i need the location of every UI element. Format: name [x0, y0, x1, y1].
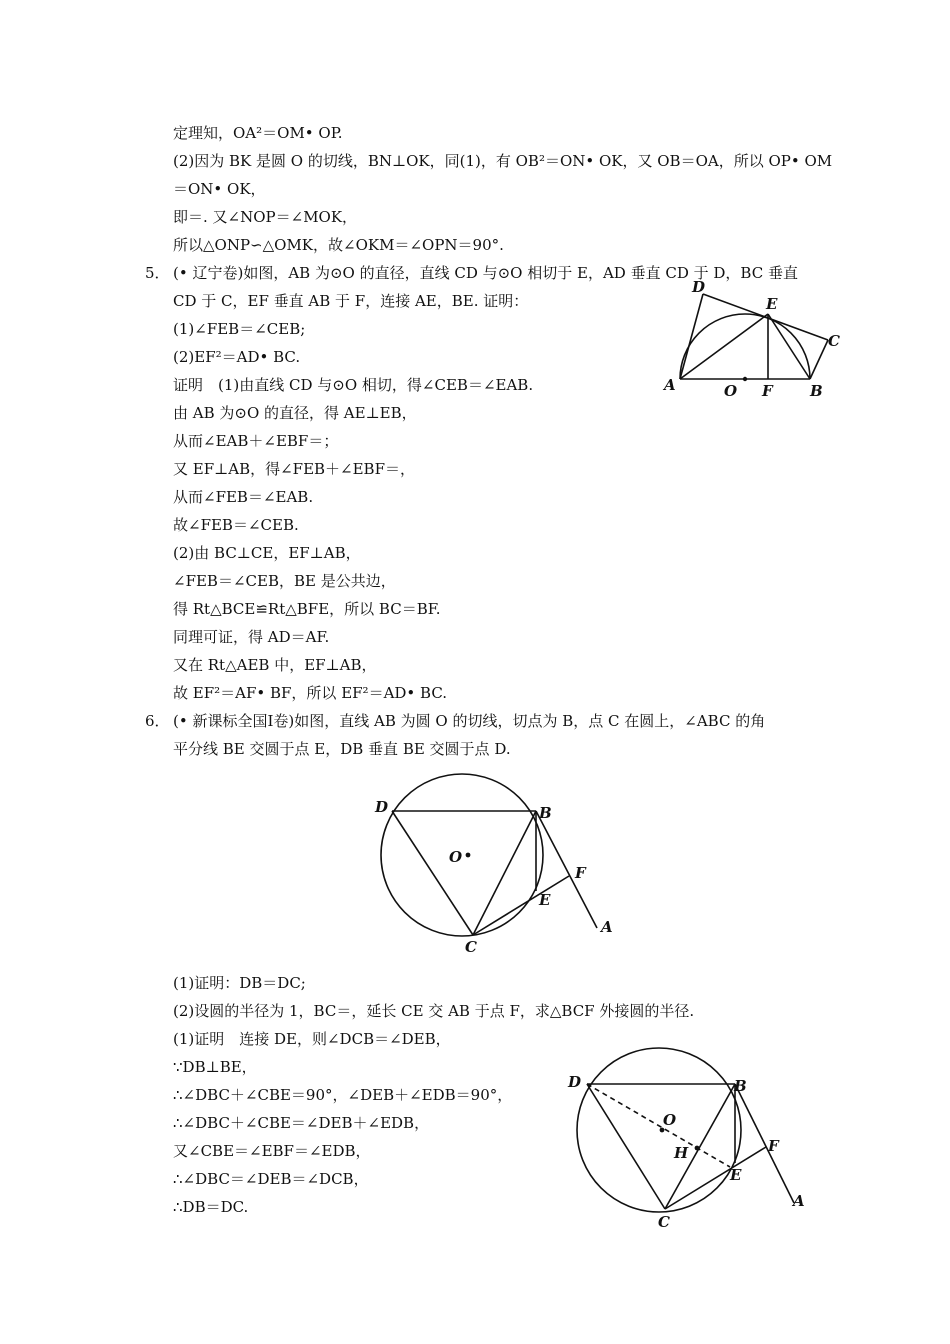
label-D: D [568, 1073, 582, 1091]
text-line: ∴DB＝DC. [173, 1198, 249, 1216]
text-line: 定理知，OA²＝OM• OP. [173, 124, 343, 142]
text-line: 同理可证，得 AD＝AF. [173, 628, 330, 646]
label-O: O [663, 1111, 677, 1129]
text-line: (• 新课标全国Ⅰ卷)如图，直线 AB 为圆 O 的切线，切点为 B，点 C 在圆上，∠ABC 的角 [173, 712, 766, 730]
text-line: 从而∠FEB＝∠EAB. [173, 488, 314, 506]
text-line: ∵DB⊥BE， [173, 1058, 257, 1076]
text-line: 又 EF⊥AB，得∠FEB＋∠EBF＝， [173, 460, 415, 478]
label-A: A [793, 1192, 805, 1210]
segment-eb [768, 314, 810, 379]
label-E: E [539, 891, 551, 909]
label-A: A [664, 376, 676, 394]
label-C: C [465, 938, 477, 956]
figure-circle-tangent [365, 760, 625, 960]
label-B: B [810, 382, 823, 400]
tangent-ba [536, 811, 597, 928]
label-F: F [762, 382, 773, 400]
text-line: CD 于 C，EF 垂直 AB 于 F，连接 AE，BE. 证明： [173, 292, 529, 310]
label-A: A [601, 918, 613, 936]
text-line: 所以△ONP∽△OMK，故∠OKM＝∠OPN＝90°. [173, 236, 504, 254]
text-line: (• 辽宁卷)如图，AB 为⊙O 的直径，直线 CD 与⊙O 相切于 E，AD 垂直 CD 于 D，BC 垂直 [173, 264, 798, 282]
segment-ae [680, 314, 768, 379]
label-H: H [674, 1144, 689, 1162]
text-line: (1)证明 连接 DE，则∠DCB＝∠DEB， [173, 1030, 451, 1048]
point-h [695, 1146, 700, 1151]
text-line: ∴∠DBC＋∠CBE＝90°，∠DEB＋∠EDB＝90°， [173, 1086, 513, 1104]
label-B: B [734, 1077, 747, 1095]
circle-o [577, 1048, 741, 1212]
semicircle-arc [680, 314, 810, 379]
text-line: ∴∠DBC＝∠DEB＝∠DCB， [173, 1170, 369, 1188]
segment-ad [680, 294, 703, 379]
label-E: E [766, 295, 778, 313]
text-line: 由 AB 为⊙O 的直径，得 AE⊥EB， [173, 404, 417, 422]
question-number: 5． [145, 264, 170, 282]
text-line: 从而∠EAB＋∠EBF＝； [173, 432, 339, 450]
dashed-diameter-de [587, 1084, 730, 1167]
text-line: (1)∠FEB＝∠CEB; [173, 320, 306, 338]
text-line: 得 Rt△BCE≌Rt△BFE，所以 BC＝BF. [173, 600, 441, 618]
text-line: 即＝. 又∠NOP＝∠MOK， [173, 208, 358, 226]
label-O: O [724, 382, 738, 400]
label-C: C [658, 1213, 670, 1231]
text-line: ∠FEB＝∠CEB，BE 是公共边， [173, 572, 396, 590]
segment-bc [810, 340, 828, 379]
text-line: 故 EF²＝AF• BF，所以 EF²＝AD• BC. [173, 684, 448, 702]
text-line: (1)证明：DB＝DC; [173, 974, 306, 992]
label-D: D [692, 280, 706, 296]
center-point [743, 377, 747, 381]
label-F: F [575, 864, 586, 882]
tangent-ba [735, 1084, 794, 1203]
segment-dc [587, 1084, 665, 1209]
text-line: (2)设圆的半径为 1，BC＝，延长 CE 交 AB 于点 F，求△BCF 外接圆的半径. [173, 1002, 695, 1020]
label-O: O [449, 848, 463, 866]
center-point [466, 853, 471, 858]
text-line: 又在 Rt△AEB 中，EF⊥AB， [173, 656, 377, 674]
text-line: 平分线 BE 交圆于点 E，DB 垂直 BE 交圆于点 D. [173, 740, 511, 758]
label-B: B [539, 804, 552, 822]
question-number: 6． [145, 712, 170, 730]
figure-semicircle-tangent [660, 280, 850, 405]
text-line: 又∠CBE＝∠EBF＝∠EDB， [173, 1142, 371, 1160]
text-line: (2)因为 BK 是圆 O 的切线，BN⊥OK，同(1)，有 OB²＝ON• OK，又 OB＝OA，所以 OP• OM [173, 152, 833, 170]
figure-circle-diameter [560, 1035, 820, 1235]
label-C: C [828, 332, 840, 350]
segment-dc [392, 811, 473, 935]
text-line: 故∠FEB＝∠CEB. [173, 516, 299, 534]
label-F: F [768, 1137, 779, 1155]
text-line: (2)EF²＝AD• BC. [173, 348, 301, 366]
text-line: (2)由 BC⊥CE，EF⊥AB， [173, 544, 361, 562]
text-line: ＝ON• OK， [173, 180, 266, 198]
label-E: E [730, 1166, 742, 1184]
text-line: 证明 (1)由直线 CD 与⊙O 相切，得∠CEB＝∠EAB. [173, 376, 534, 394]
label-D: D [375, 798, 389, 816]
text-line: ∴∠DBC＋∠CBE＝∠DEB＋∠EDB， [173, 1114, 430, 1132]
